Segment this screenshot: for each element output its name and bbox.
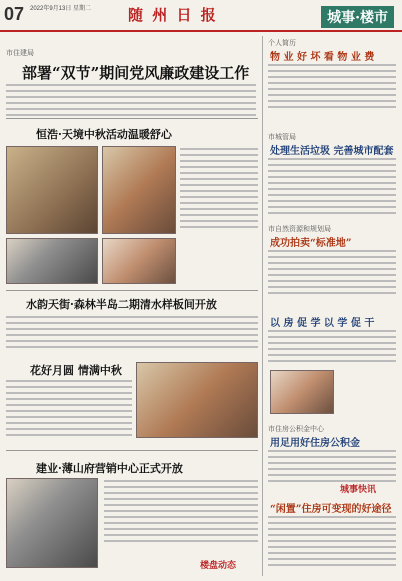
kicker-b: 市城管局 (268, 134, 296, 141)
headline-c: 成功拍卖“标准地” (270, 238, 352, 249)
divider (6, 290, 258, 291)
divider (6, 450, 258, 451)
issue-date: 2022年9月13日 星期二 (30, 6, 92, 12)
photo-study (270, 370, 334, 414)
article-body-1 (6, 84, 256, 120)
photo-festival-2 (102, 146, 176, 234)
article-body-e (268, 450, 396, 486)
badge-city-news: 城事快讯 (340, 485, 377, 495)
article-body-3 (6, 316, 258, 352)
headline-hengshao: 恒浩·天境中秋活动温暖舒心 (36, 128, 172, 141)
photo-festival-3 (6, 238, 98, 284)
page-number: 07 (4, 4, 25, 24)
divider (6, 118, 258, 119)
photo-sales-center (6, 478, 98, 568)
photo-festival-4 (102, 238, 176, 284)
headline-mid-autumn: 花好月圆 情满中秋 (30, 364, 122, 377)
masthead: 随 州 日 报 (128, 6, 218, 24)
kicker-e: 市住房公积金中心 (268, 426, 324, 433)
headline-e: 用足用好住房公积金 (270, 438, 360, 449)
headline-jianye: 建业·薄山府营销中心正式开放 (36, 462, 183, 475)
headline-b: 处理生活垃圾 完善城市配套 (270, 146, 394, 157)
headline-shuiyun: 水韵天街·森林半岛二期清水样板间开放 (26, 298, 217, 311)
headline-d: 以 房 促 学 以 学 促 干 (270, 318, 375, 329)
article-body-b (268, 158, 396, 218)
section-tag: 城事·楼市 (321, 6, 394, 28)
badge-property-news: 楼盘动态 (200, 561, 237, 571)
kicker-a: 个人简历 (268, 40, 296, 47)
photo-festival-1 (6, 146, 98, 234)
headline-g: “闲置”住房可变现的好途径 (270, 504, 392, 515)
kicker-c: 市自然资源和规划局 (268, 226, 331, 233)
page-header (0, 0, 402, 32)
photo-mooncake (136, 362, 258, 438)
main-headline: 部署“双节”期间党风廉政建设工作 (22, 64, 250, 82)
article-body-g (268, 516, 396, 570)
column-rule (262, 36, 263, 576)
article-body-d (268, 330, 396, 366)
article-body-4 (6, 380, 132, 440)
article-body-2 (180, 148, 258, 232)
kicker-bureau: 市住建局 (6, 50, 34, 57)
article-body-5 (104, 480, 258, 546)
article-body-a (268, 64, 396, 112)
article-body-c (268, 250, 396, 298)
headline-a: 物 业 好 坏 看 物 业 费 (270, 52, 375, 63)
